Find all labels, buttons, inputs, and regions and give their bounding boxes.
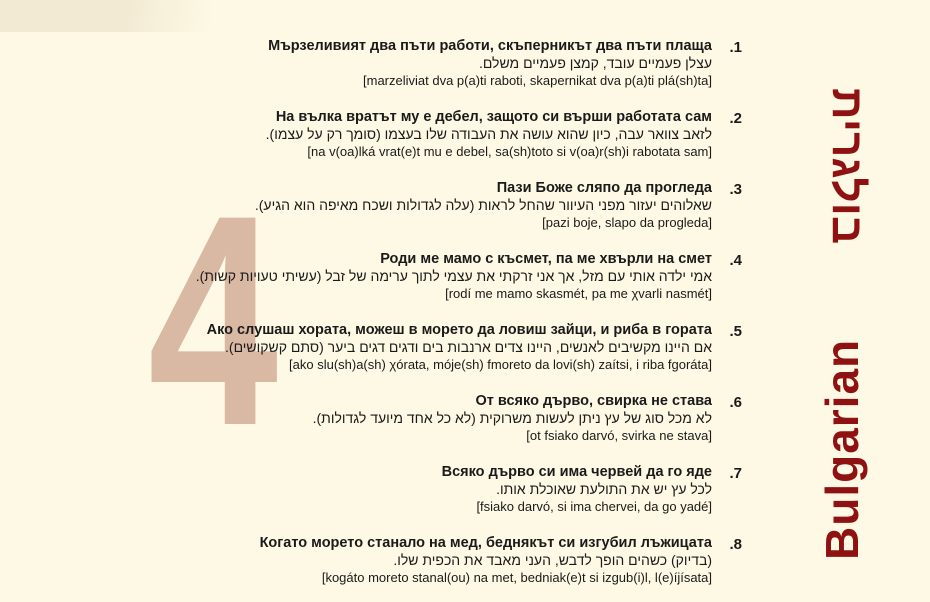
side-title-hebrew: בולגרית — [823, 88, 872, 245]
page-corner-shade — [0, 0, 210, 32]
proverb-hebrew: (בדיוק) כשהים הופך לדבש, העני מאבד את הכפית שלו. — [393, 552, 712, 568]
proverb-transliteration: [ot fsiako darvó, svirka ne stava] — [526, 428, 712, 443]
proverb-bulgarian: Всяко дърво си има червей да го яде — [441, 464, 712, 480]
proverb-bulgarian: Пази Боже сляпо да прогледа — [496, 180, 712, 196]
proverb-bulgarian: Ако слушаш хората, можеш в морето да ловиш зайци, и риба в гората — [206, 322, 712, 338]
proverb-hebrew: אם היינו מקשיבים לאנשים, היינו צדים ארנבות בים ודגים דגים ביער (סתם קשקושים). — [225, 339, 712, 355]
proverb-transliteration: [ako slu(sh)a(sh) χórata, móje(sh) fmoreto da lovi(sh) zaítsi, i riba fgoráta] — [289, 357, 712, 372]
proverb-number: .2 — [729, 110, 742, 127]
proverb-transliteration: [kogáto moreto stanal(ou) na met, bedniak(e)t si izgub(i)l, l(e)íjísata] — [321, 570, 712, 585]
proverb-hebrew: לא מכל סוג של עץ ניתן לעשות משרוקית (לא כל אחד מיועד לגדולות). — [312, 410, 712, 426]
proverb-transliteration: [fsiako darvó, si ima chervei, da go yadé] — [476, 499, 712, 514]
proverb-hebrew: לזאב צוואר עבה, כיון שהוא עושה את העבודה שלו בעצמו (סומך רק על עצמו). — [265, 126, 712, 142]
proverb-hebrew: לכל עץ יש את התולעת שאוכלת אותו. — [496, 481, 712, 497]
proverb-number: .8 — [729, 536, 742, 553]
proverb-number: .5 — [729, 323, 742, 340]
proverb-bulgarian: От всяко дърво, свирка не става — [475, 393, 712, 409]
side-title — [812, 20, 872, 580]
proverb-bulgarian: Мързеливият два пъти работи, скъперникът два пъти плаща — [268, 38, 712, 54]
proverb-bulgarian: На вълка вратът му е дебел, защото си върши работата сам — [275, 109, 712, 125]
proverb-transliteration: [na v(oa)lká vrat(e)t mu e debel, sa(sh)toto si v(oa)r(sh)i rabotata sam] — [307, 144, 712, 159]
proverb-transliteration: [rodí me mamo skasmét, pa me χvarli nasmét] — [445, 286, 712, 301]
proverb-number: .1 — [729, 39, 742, 56]
proverb-number: .4 — [729, 252, 742, 269]
proverb-number: .3 — [729, 181, 742, 198]
proverb-bulgarian: Роди ме мамо с късмет, па ме хвърли на смет — [380, 251, 712, 267]
proverb-number: .6 — [729, 394, 742, 411]
proverb-transliteration: [marzeliviat dva p(a)ti raboti, skapernikat dva p(a)ti plá(sh)ta] — [363, 73, 712, 88]
proverb-number: .7 — [729, 465, 742, 482]
chapter-number: 4 — [148, 152, 279, 488]
proverb-hebrew: שאלוהים יעזור מפני העיוור שהחל לראות (עלה לגדולות ושכח מאיפה הוא הגיע). — [254, 197, 712, 213]
side-title-english: Bulgarian — [816, 338, 868, 560]
proverb-hebrew: אמי ילדה אותי עם מזל, אך אני זרקתי את עצמי לתוך ערימה של זבל (עשיתי טעויות קשות). — [195, 268, 712, 284]
proverb-hebrew: עצלן פעמיים עובד, קמצן פעמיים משלם. — [478, 55, 712, 71]
proverb-transliteration: [pazi boje, slapo da progleda] — [542, 215, 712, 230]
proverb-bulgarian: Когато морето станало на мед, беднякът си изгубил лъжицата — [259, 535, 712, 551]
